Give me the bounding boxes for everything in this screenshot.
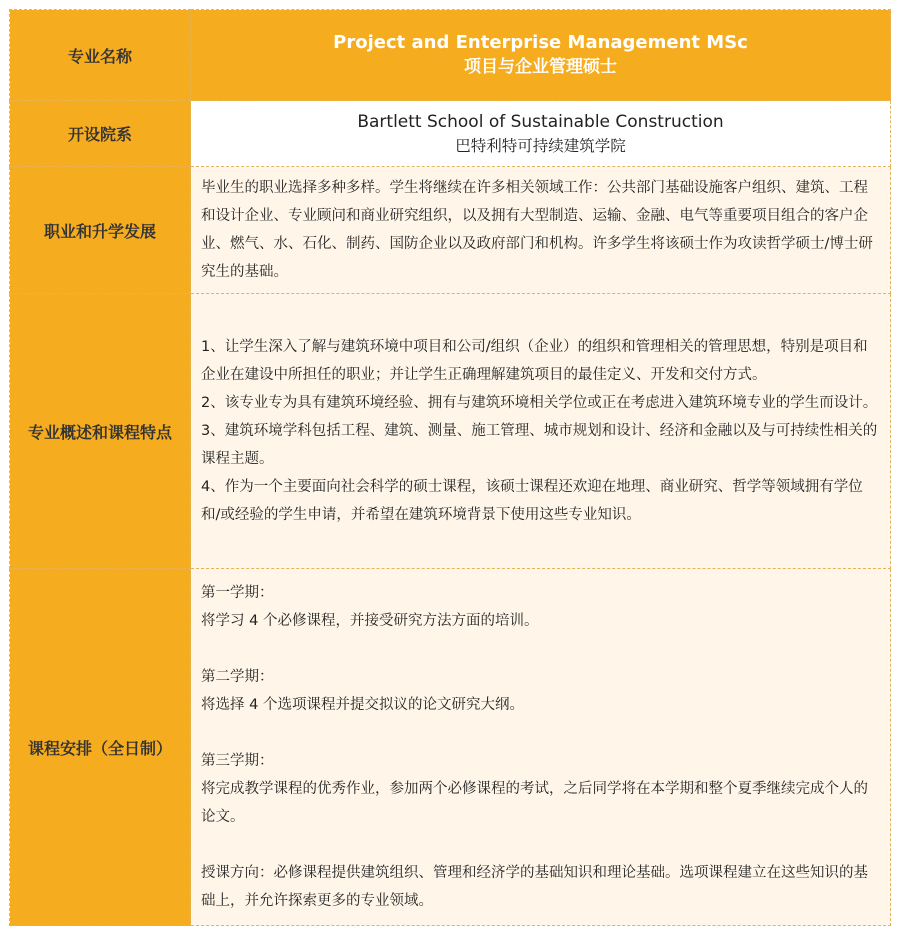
overview-point-4: 4、作为一个主要面向社会科学的硕士课程，该硕士课程还欢迎在地理、商业研究、哲学等领域拥有学位和/或经验的学生申请，并希望在建筑环境背景下使用这些专业知识。 xyxy=(201,479,863,523)
career-text: 毕业生的职业选择多种多样。学生将继续在许多相关领域工作：公共部门基础设施客户组织、建筑、工程和设计企业、专业顾问和商业研究组织，以及拥有大型制造、运输、金融、电气等重要项目组合的客户企业、燃气、水、石化、制药、国防企业以及政府部门和机构。许多学生将该硕士作为攻读哲学硕士/博士研究生的基础。 xyxy=(201,180,873,280)
program-row xyxy=(10,10,891,101)
program-title-zh: 项目与企业管理硕士 xyxy=(464,57,617,77)
department-name xyxy=(191,101,891,167)
department-name-zh: 巴特利特可持续建筑学院 xyxy=(455,136,626,155)
overview-text-cell xyxy=(191,294,891,569)
term2-title: 第二学期： xyxy=(201,669,274,685)
schedule-row xyxy=(10,569,891,926)
program-label: 专业名称 xyxy=(10,10,191,101)
schedule-label: 课程安排（全日制） xyxy=(10,569,191,926)
schedule-text-cell xyxy=(191,569,891,926)
department-name-en: Bartlett School of Sustainable Construction xyxy=(357,111,724,132)
program-title xyxy=(191,10,891,101)
career-row xyxy=(10,167,891,294)
overview-point-1: 1、让学生深入了解与建筑环境中项目和公司/组织（企业）的组织和管理相关的管理思想，特别是项目和企业在建设中所担任的职业；并让学生正确理解建筑项目的最佳定义、开发和交付方式。 xyxy=(201,339,868,383)
term2-text: 将选择 4 个选项课程并提交拟议的论文研究大纲。 xyxy=(201,697,524,713)
program-title-en: Project and Enterprise Management MSc xyxy=(333,32,748,53)
career-label: 职业和升学发展 xyxy=(10,167,191,294)
overview-label: 专业概述和课程特点 xyxy=(10,294,191,569)
overview-row xyxy=(10,294,891,569)
term3-text: 将完成教学课程的优秀作业，参加两个必修课程的考试，之后同学将在本学期和整个夏季继续完成个人的论文。 xyxy=(201,781,868,825)
program-info-table xyxy=(9,9,891,926)
department-label: 开设院系 xyxy=(10,101,191,167)
term1-title: 第一学期： xyxy=(201,585,274,601)
overview-point-2: 2、该专业专为具有建筑环境经验、拥有与建筑环境相关学位或正在考虑进入建筑环境专业的学生而设计。 xyxy=(201,395,878,411)
overview-point-3: 3、建筑环境学科包括工程、建筑、测量、施工管理、城市规划和设计、经济和金融以及与可持续性相关的课程主题。 xyxy=(201,423,878,467)
career-text-cell xyxy=(191,167,891,294)
term3-title: 第三学期： xyxy=(201,753,274,769)
direction-text: 授课方向：必修课程提供建筑组织、管理和经济学的基础知识和理论基础。选项课程建立在这些知识的基础上，并允许探索更多的专业领域。 xyxy=(201,865,868,909)
term1-text: 将学习 4 个必修课程，并接受研究方法方面的培训。 xyxy=(201,613,539,629)
department-row xyxy=(10,101,891,167)
